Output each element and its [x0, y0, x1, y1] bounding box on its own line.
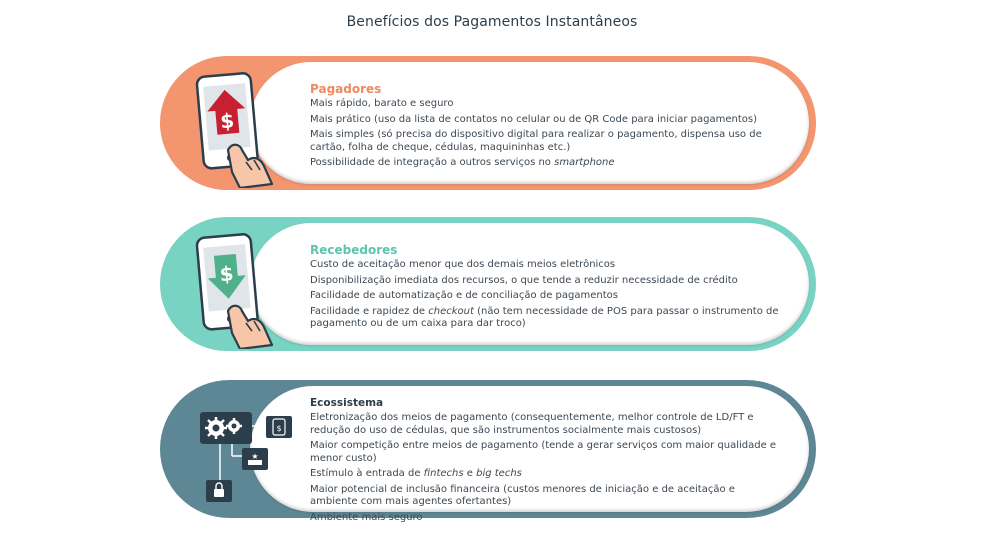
- recebedores-benefit: Facilidade de automatização e de conciliação de pagamentos: [310, 290, 618, 301]
- pagadores-benefit: Mais rápido, barato e seguro: [310, 98, 454, 109]
- svg-text:$: $: [276, 424, 282, 433]
- ecossistema-benefit: Ambiente mais seguro: [310, 511, 423, 523]
- phone-arrow-up-dollar-icon: [170, 58, 300, 188]
- pagadores-benefit: Possibilidade de integração a outros serviços no smartphone: [310, 157, 615, 168]
- recebedores-benefit: Disponibilização imediata dos recursos, o que tende a reduzir necessidade de crédito: [310, 274, 738, 286]
- page-title: Benefícios dos Pagamentos Instantâneos: [346, 14, 638, 30]
- recebedores-card: [160, 217, 816, 351]
- ecossistema-heading: Ecossistema: [310, 397, 384, 409]
- ecossistema-benefit: Maior potencial de inclusão financeira (custos menores de iniciação e de aceitação e ambiente com mais agentes ofertantes): [310, 483, 735, 507]
- ecossistema-text: [310, 396, 780, 527]
- pagadores-text: [310, 82, 780, 173]
- svg-text:$: $: [218, 261, 235, 287]
- ecossistema-benefit: Estímulo à entrada de fintechs e big techs: [310, 468, 522, 479]
- ecossistema-benefit: Maior competição entre meios de pagamento (tende a gerar serviços com maior qualidade e menor custo): [310, 440, 777, 464]
- pagadores-benefit: Mais prático (uso da lista de contatos no celular ou de QR Code para iniciar pagamentos): [310, 113, 758, 125]
- pagadores-benefit: Mais simples (só precisa do dispositivo digital para realizar o pagamento, dispensa uso de cartão, folha de cheque, cédulas, maquininhas etc.): [310, 129, 762, 153]
- ecosystem-network-icon: [170, 384, 300, 514]
- phone-arrow-down-dollar-icon: [170, 219, 300, 349]
- svg-text:★: ★: [251, 452, 259, 461]
- pagadores-card: [160, 56, 816, 190]
- recebedores-benefit: Facilidade e rapidez de checkout (não tem necessidade de POS para passar o instrumento de pagamento ou de um caixa para dar troco): [310, 305, 779, 329]
- ecossistema-benefit: Eletronização dos meios de pagamento (consequentemente, melhor controle de LD/FT e redução do uso de cédulas, que são instrumentos socialmente mais custosos): [310, 412, 754, 436]
- recebedores-text: [310, 243, 780, 334]
- ecossistema-card: [160, 380, 816, 523]
- svg-text:$: $: [219, 108, 236, 134]
- recebedores-benefit: Custo de aceitação menor que dos demais meios eletrônicos: [310, 259, 616, 270]
- recebedores-heading: Recebedores: [310, 243, 398, 257]
- pagadores-heading: Pagadores: [310, 82, 382, 96]
